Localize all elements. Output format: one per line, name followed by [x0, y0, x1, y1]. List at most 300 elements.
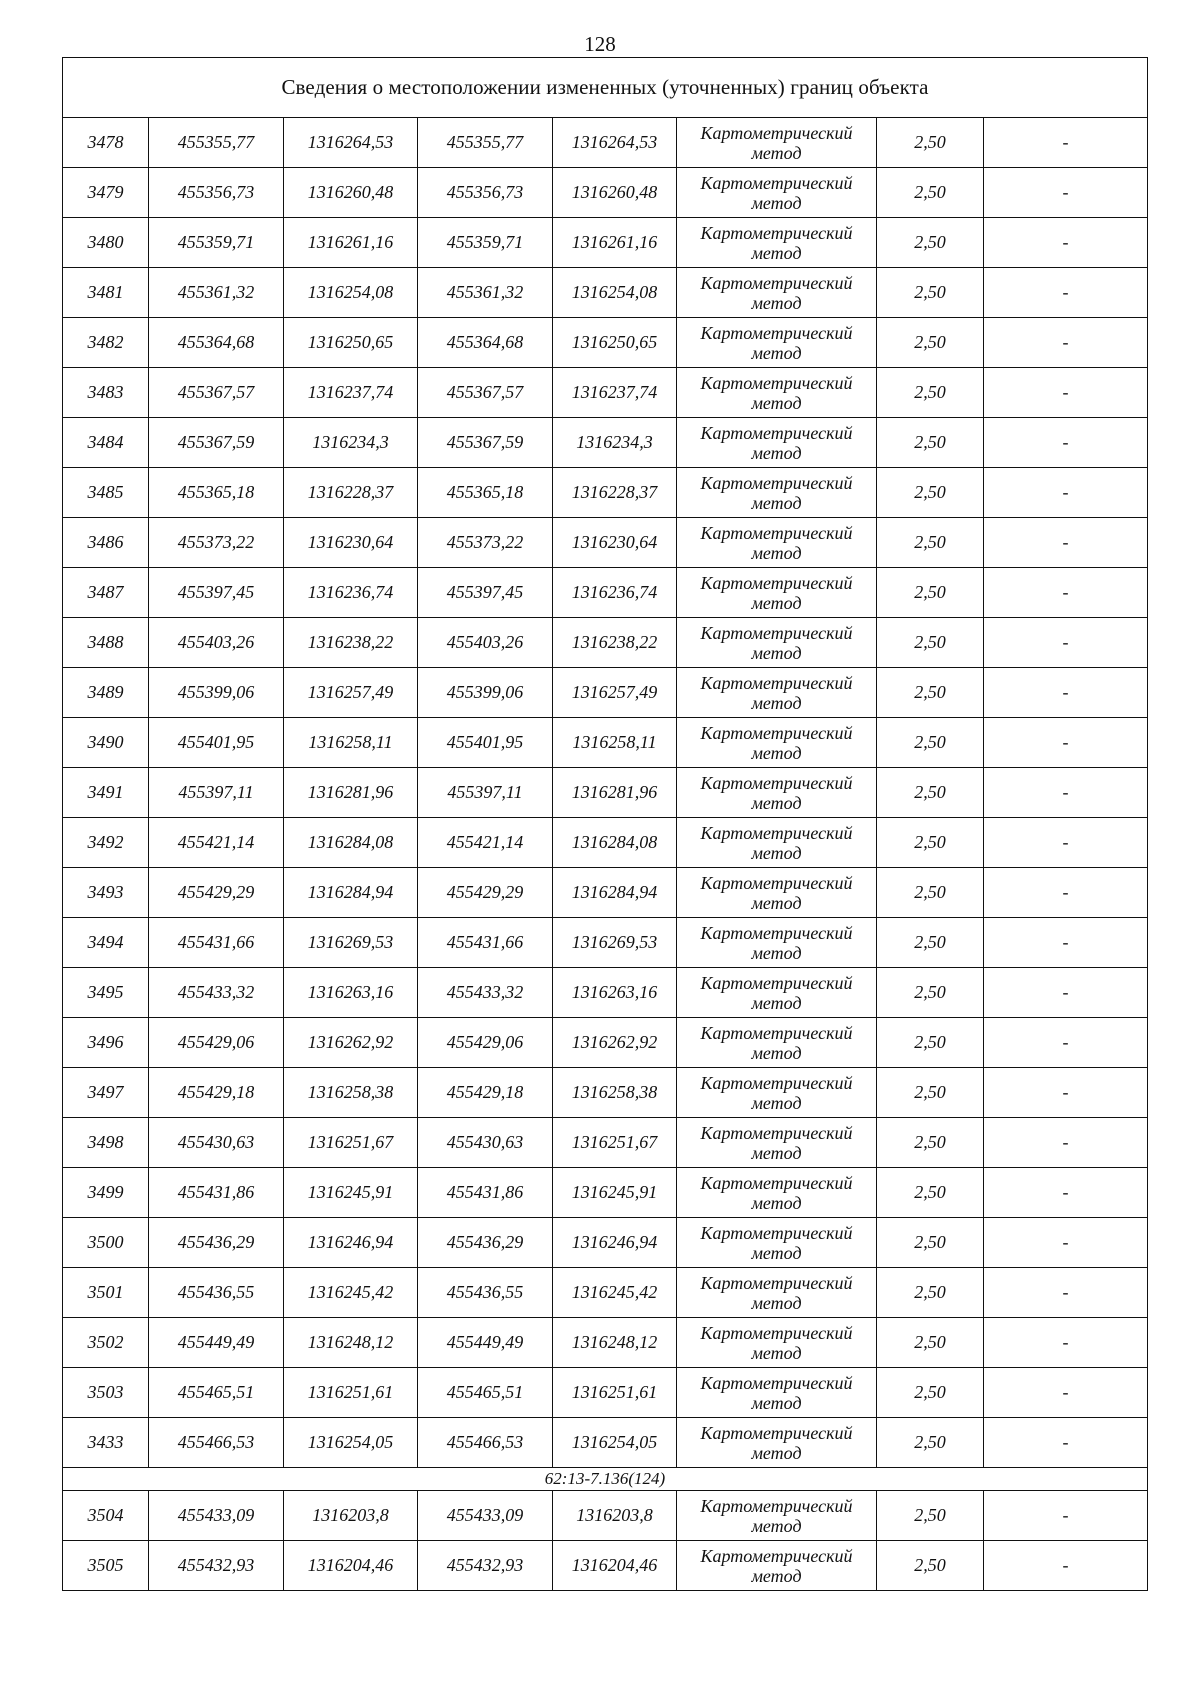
point-number: 3433	[63, 1418, 149, 1468]
table-row	[63, 318, 1148, 368]
table-row	[63, 1168, 1148, 1218]
x-new: 455433,09	[418, 1491, 553, 1541]
y-existing: 1316257,49	[284, 668, 418, 718]
point-description: -	[984, 618, 1148, 668]
point-number: 3499	[63, 1168, 149, 1218]
y-new: 1316262,92	[553, 1018, 677, 1068]
y-existing: 1316236,74	[284, 568, 418, 618]
method-line-1: Картометрический	[700, 1422, 853, 1443]
method-line-1: Картометрический	[700, 322, 853, 343]
point-number: 3482	[63, 318, 149, 368]
y-new: 1316251,61	[553, 1368, 677, 1418]
x-existing: 455432,93	[149, 1541, 284, 1591]
accuracy: 2,50	[877, 568, 984, 618]
method-line-1: Картометрический	[700, 1172, 853, 1193]
method-line-2: метод	[751, 992, 802, 1013]
y-new: 1316284,08	[553, 818, 677, 868]
method-cell	[677, 718, 877, 768]
table-row	[63, 718, 1148, 768]
point-description: -	[984, 518, 1148, 568]
method-line-2: метод	[751, 892, 802, 913]
accuracy: 2,50	[877, 368, 984, 418]
accuracy: 2,50	[877, 718, 984, 768]
y-new: 1316203,8	[553, 1491, 677, 1541]
y-new: 1316260,48	[553, 168, 677, 218]
method-cell	[677, 118, 877, 168]
x-new: 455430,63	[418, 1118, 553, 1168]
table-row	[63, 1491, 1148, 1541]
y-existing: 1316251,67	[284, 1118, 418, 1168]
y-new: 1316236,74	[553, 568, 677, 618]
method-line-1: Картометрический	[700, 822, 853, 843]
method-line-1: Картометрический	[700, 1495, 853, 1516]
point-description: -	[984, 668, 1148, 718]
x-existing: 455466,53	[149, 1418, 284, 1468]
point-number: 3488	[63, 618, 149, 668]
method-line-1: Картометрический	[700, 1372, 853, 1393]
accuracy: 2,50	[877, 868, 984, 918]
y-new: 1316230,64	[553, 518, 677, 568]
y-new: 1316246,94	[553, 1218, 677, 1268]
y-existing: 1316230,64	[284, 518, 418, 568]
method-line-1: Картометрический	[700, 972, 853, 993]
method-line-2: метод	[751, 1442, 802, 1463]
x-existing: 455361,32	[149, 268, 284, 318]
accuracy: 2,50	[877, 168, 984, 218]
method-cell	[677, 1068, 877, 1118]
method-cell	[677, 318, 877, 368]
y-existing: 1316248,12	[284, 1318, 418, 1368]
method-line-1: Картометрический	[700, 172, 853, 193]
point-description: -	[984, 868, 1148, 918]
point-number: 3485	[63, 468, 149, 518]
point-number: 3498	[63, 1118, 149, 1168]
point-number: 3492	[63, 818, 149, 868]
method-line-1: Картометрический	[700, 722, 853, 743]
y-existing: 1316246,94	[284, 1218, 418, 1268]
parcel-number: 62:13-7.136(124)	[63, 1468, 1148, 1491]
point-description: -	[984, 218, 1148, 268]
x-existing: 455430,63	[149, 1118, 284, 1168]
point-number: 3479	[63, 168, 149, 218]
y-new: 1316258,11	[553, 718, 677, 768]
y-new: 1316258,38	[553, 1068, 677, 1118]
x-existing: 455431,86	[149, 1168, 284, 1218]
method-line-1: Картометрический	[700, 1322, 853, 1343]
y-new: 1316234,3	[553, 418, 677, 468]
method-line-1: Картометрический	[700, 1272, 853, 1293]
table-row	[63, 218, 1148, 268]
table-row	[63, 768, 1148, 818]
y-existing: 1316284,94	[284, 868, 418, 918]
x-new: 455359,71	[418, 218, 553, 268]
table-row	[63, 1068, 1148, 1118]
point-description: -	[984, 1218, 1148, 1268]
method-cell	[677, 1168, 877, 1218]
method-line-1: Картометрический	[700, 572, 853, 593]
point-number: 3489	[63, 668, 149, 718]
method-line-2: метод	[751, 1565, 802, 1586]
point-number: 3500	[63, 1218, 149, 1268]
x-new: 455429,06	[418, 1018, 553, 1068]
point-description: -	[984, 1418, 1148, 1468]
point-number: 3493	[63, 868, 149, 918]
x-existing: 455367,57	[149, 368, 284, 418]
x-existing: 455401,95	[149, 718, 284, 768]
accuracy: 2,50	[877, 1118, 984, 1168]
method-line-2: метод	[751, 242, 802, 263]
table-title: Сведения о местоположении измененных (уточненных) границ объекта	[63, 58, 1148, 118]
table-row	[63, 168, 1148, 218]
x-existing: 455449,49	[149, 1318, 284, 1368]
boundary-coordinates-table	[62, 57, 1148, 1591]
method-line-2: метод	[751, 192, 802, 213]
x-new: 455421,14	[418, 818, 553, 868]
point-description: -	[984, 318, 1148, 368]
x-new: 455399,06	[418, 668, 553, 718]
table-row	[63, 368, 1148, 418]
point-description: -	[984, 268, 1148, 318]
accuracy: 2,50	[877, 818, 984, 868]
x-existing: 455433,32	[149, 968, 284, 1018]
method-line-1: Картометрический	[700, 422, 853, 443]
method-line-2: метод	[751, 1515, 802, 1536]
method-line-1: Картометрический	[700, 122, 853, 143]
x-new: 455367,59	[418, 418, 553, 468]
method-cell	[677, 518, 877, 568]
y-new: 1316264,53	[553, 118, 677, 168]
method-line-2: метод	[751, 1192, 802, 1213]
y-new: 1316269,53	[553, 918, 677, 968]
accuracy: 2,50	[877, 1318, 984, 1368]
y-existing: 1316281,96	[284, 768, 418, 818]
table-row	[63, 1318, 1148, 1368]
y-existing: 1316269,53	[284, 918, 418, 968]
x-existing: 455364,68	[149, 318, 284, 368]
point-description: -	[984, 968, 1148, 1018]
method-cell	[677, 1418, 877, 1468]
method-cell	[677, 668, 877, 718]
point-number: 3504	[63, 1491, 149, 1541]
accuracy: 2,50	[877, 668, 984, 718]
table-row	[63, 1541, 1148, 1591]
point-description: -	[984, 918, 1148, 968]
method-line-2: метод	[751, 1142, 802, 1163]
y-existing: 1316262,92	[284, 1018, 418, 1068]
table-row	[63, 1368, 1148, 1418]
x-new: 455403,26	[418, 618, 553, 668]
x-existing: 455421,14	[149, 818, 284, 868]
accuracy: 2,50	[877, 218, 984, 268]
accuracy: 2,50	[877, 1068, 984, 1118]
x-new: 455355,77	[418, 118, 553, 168]
y-existing: 1316250,65	[284, 318, 418, 368]
x-existing: 455429,29	[149, 868, 284, 918]
method-line-2: метод	[751, 1242, 802, 1263]
x-existing: 455365,18	[149, 468, 284, 518]
y-existing: 1316264,53	[284, 118, 418, 168]
x-new: 455397,11	[418, 768, 553, 818]
x-existing: 455373,22	[149, 518, 284, 568]
method-line-2: метод	[751, 342, 802, 363]
accuracy: 2,50	[877, 618, 984, 668]
point-description: -	[984, 718, 1148, 768]
point-description: -	[984, 768, 1148, 818]
accuracy: 2,50	[877, 1418, 984, 1468]
point-number: 3481	[63, 268, 149, 318]
y-existing: 1316228,37	[284, 468, 418, 518]
method-line-2: метод	[751, 392, 802, 413]
method-line-2: метод	[751, 1092, 802, 1113]
y-new: 1316251,67	[553, 1118, 677, 1168]
point-description: -	[984, 1318, 1148, 1368]
point-description: -	[984, 468, 1148, 518]
method-line-1: Картометрический	[700, 372, 853, 393]
y-existing: 1316254,08	[284, 268, 418, 318]
y-new: 1316245,91	[553, 1168, 677, 1218]
table-row	[63, 1218, 1148, 1268]
x-new: 455429,29	[418, 868, 553, 918]
x-new: 455367,57	[418, 368, 553, 418]
method-cell	[677, 1268, 877, 1318]
x-existing: 455403,26	[149, 618, 284, 668]
method-cell	[677, 918, 877, 968]
y-existing: 1316237,74	[284, 368, 418, 418]
point-number: 3478	[63, 118, 149, 168]
point-number: 3486	[63, 518, 149, 568]
table-row	[63, 468, 1148, 518]
point-description: -	[984, 118, 1148, 168]
x-new: 455429,18	[418, 1068, 553, 1118]
table-row	[63, 418, 1148, 468]
y-new: 1316281,96	[553, 768, 677, 818]
method-line-1: Картометрический	[700, 1022, 853, 1043]
y-existing: 1316254,05	[284, 1418, 418, 1468]
point-description: -	[984, 1268, 1148, 1318]
y-existing: 1316204,46	[284, 1541, 418, 1591]
method-line-1: Картометрический	[700, 472, 853, 493]
table-row	[63, 568, 1148, 618]
accuracy: 2,50	[877, 1541, 984, 1591]
point-number: 3496	[63, 1018, 149, 1068]
accuracy: 2,50	[877, 1018, 984, 1068]
y-new: 1316261,16	[553, 218, 677, 268]
table-row	[63, 968, 1148, 1018]
method-cell	[677, 1018, 877, 1068]
point-description: -	[984, 1018, 1148, 1068]
x-new: 455373,22	[418, 518, 553, 568]
method-line-2: метод	[751, 792, 802, 813]
x-new: 455365,18	[418, 468, 553, 518]
x-new: 455401,95	[418, 718, 553, 768]
point-description: -	[984, 1368, 1148, 1418]
point-description: -	[984, 1068, 1148, 1118]
x-existing: 455436,55	[149, 1268, 284, 1318]
method-cell	[677, 1118, 877, 1168]
point-number: 3495	[63, 968, 149, 1018]
method-line-2: метод	[751, 1342, 802, 1363]
method-line-1: Картометрический	[700, 672, 853, 693]
accuracy: 2,50	[877, 918, 984, 968]
x-new: 455431,66	[418, 918, 553, 968]
table-title-row	[63, 58, 1148, 118]
method-line-1: Картометрический	[700, 872, 853, 893]
y-existing: 1316238,22	[284, 618, 418, 668]
method-cell	[677, 1218, 877, 1268]
y-existing: 1316245,42	[284, 1268, 418, 1318]
table-row	[63, 868, 1148, 918]
accuracy: 2,50	[877, 418, 984, 468]
point-number: 3484	[63, 418, 149, 468]
point-number: 3505	[63, 1541, 149, 1591]
method-line-1: Картометрический	[700, 1072, 853, 1093]
method-line-1: Картометрический	[700, 1222, 853, 1243]
x-new: 455436,29	[418, 1218, 553, 1268]
method-line-2: метод	[751, 1042, 802, 1063]
x-existing: 455356,73	[149, 168, 284, 218]
y-new: 1316204,46	[553, 1541, 677, 1591]
x-existing: 455429,06	[149, 1018, 284, 1068]
y-new: 1316257,49	[553, 668, 677, 718]
point-number: 3483	[63, 368, 149, 418]
x-new: 455465,51	[418, 1368, 553, 1418]
y-new: 1316250,65	[553, 318, 677, 368]
method-cell	[677, 1368, 877, 1418]
method-line-2: метод	[751, 942, 802, 963]
table-row	[63, 268, 1148, 318]
method-cell	[677, 618, 877, 668]
method-line-1: Картометрический	[700, 272, 853, 293]
point-description: -	[984, 568, 1148, 618]
x-new: 455397,45	[418, 568, 553, 618]
x-existing: 455399,06	[149, 668, 284, 718]
method-cell	[677, 1491, 877, 1541]
accuracy: 2,50	[877, 1491, 984, 1541]
accuracy: 2,50	[877, 1218, 984, 1268]
x-new: 455433,32	[418, 968, 553, 1018]
x-new: 455466,53	[418, 1418, 553, 1468]
x-existing: 455359,71	[149, 218, 284, 268]
point-description: -	[984, 168, 1148, 218]
point-description: -	[984, 368, 1148, 418]
method-cell	[677, 868, 877, 918]
method-line-1: Картометрический	[700, 622, 853, 643]
method-line-2: метод	[751, 542, 802, 563]
x-existing: 455431,66	[149, 918, 284, 968]
page-number: 128	[584, 32, 616, 56]
point-number: 3494	[63, 918, 149, 968]
y-existing: 1316245,91	[284, 1168, 418, 1218]
method-line-1: Картометрический	[700, 1122, 853, 1143]
accuracy: 2,50	[877, 318, 984, 368]
y-new: 1316237,74	[553, 368, 677, 418]
table-row	[63, 1268, 1148, 1318]
accuracy: 2,50	[877, 1168, 984, 1218]
parcel-group-row	[63, 1468, 1148, 1491]
point-description: -	[984, 418, 1148, 468]
x-new: 455436,55	[418, 1268, 553, 1318]
y-new: 1316248,12	[553, 1318, 677, 1368]
point-number: 3501	[63, 1268, 149, 1318]
point-description: -	[984, 1118, 1148, 1168]
table-row	[63, 618, 1148, 668]
x-new: 455361,32	[418, 268, 553, 318]
method-line-2: метод	[751, 842, 802, 863]
method-cell	[677, 368, 877, 418]
point-description: -	[984, 1541, 1148, 1591]
method-line-1: Картометрический	[700, 222, 853, 243]
y-new: 1316228,37	[553, 468, 677, 518]
method-line-2: метод	[751, 142, 802, 163]
accuracy: 2,50	[877, 768, 984, 818]
table-row	[63, 1118, 1148, 1168]
y-new: 1316238,22	[553, 618, 677, 668]
y-existing: 1316258,11	[284, 718, 418, 768]
method-line-1: Картометрический	[700, 772, 853, 793]
x-existing: 455436,29	[149, 1218, 284, 1268]
y-new: 1316284,94	[553, 868, 677, 918]
table-row	[63, 668, 1148, 718]
method-cell	[677, 968, 877, 1018]
x-existing: 455397,11	[149, 768, 284, 818]
method-line-2: метод	[751, 292, 802, 313]
point-description: -	[984, 1491, 1148, 1541]
method-line-2: метод	[751, 442, 802, 463]
x-new: 455432,93	[418, 1541, 553, 1591]
table-row	[63, 918, 1148, 968]
accuracy: 2,50	[877, 968, 984, 1018]
point-number: 3502	[63, 1318, 149, 1368]
x-existing: 455397,45	[149, 568, 284, 618]
y-existing: 1316261,16	[284, 218, 418, 268]
method-cell	[677, 1541, 877, 1591]
table-row	[63, 518, 1148, 568]
method-cell	[677, 268, 877, 318]
accuracy: 2,50	[877, 1268, 984, 1318]
table-row	[63, 1018, 1148, 1068]
accuracy: 2,50	[877, 268, 984, 318]
accuracy: 2,50	[877, 1368, 984, 1418]
method-line-2: метод	[751, 642, 802, 663]
method-line-2: метод	[751, 592, 802, 613]
y-new: 1316245,42	[553, 1268, 677, 1318]
method-cell	[677, 168, 877, 218]
method-line-2: метод	[751, 692, 802, 713]
x-existing: 455433,09	[149, 1491, 284, 1541]
x-existing: 455367,59	[149, 418, 284, 468]
y-existing: 1316284,08	[284, 818, 418, 868]
method-line-1: Картометрический	[700, 1545, 853, 1566]
x-new: 455449,49	[418, 1318, 553, 1368]
method-line-2: метод	[751, 1392, 802, 1413]
point-number: 3497	[63, 1068, 149, 1118]
method-cell	[677, 218, 877, 268]
method-line-2: метод	[751, 1292, 802, 1313]
method-cell	[677, 1318, 877, 1368]
point-number: 3491	[63, 768, 149, 818]
method-cell	[677, 768, 877, 818]
y-existing: 1316260,48	[284, 168, 418, 218]
y-existing: 1316263,16	[284, 968, 418, 1018]
y-new: 1316254,08	[553, 268, 677, 318]
point-number: 3487	[63, 568, 149, 618]
method-line-1: Картометрический	[700, 522, 853, 543]
method-line-2: метод	[751, 742, 802, 763]
x-new: 455431,86	[418, 1168, 553, 1218]
x-new: 455356,73	[418, 168, 553, 218]
method-cell	[677, 468, 877, 518]
table-row	[63, 818, 1148, 868]
